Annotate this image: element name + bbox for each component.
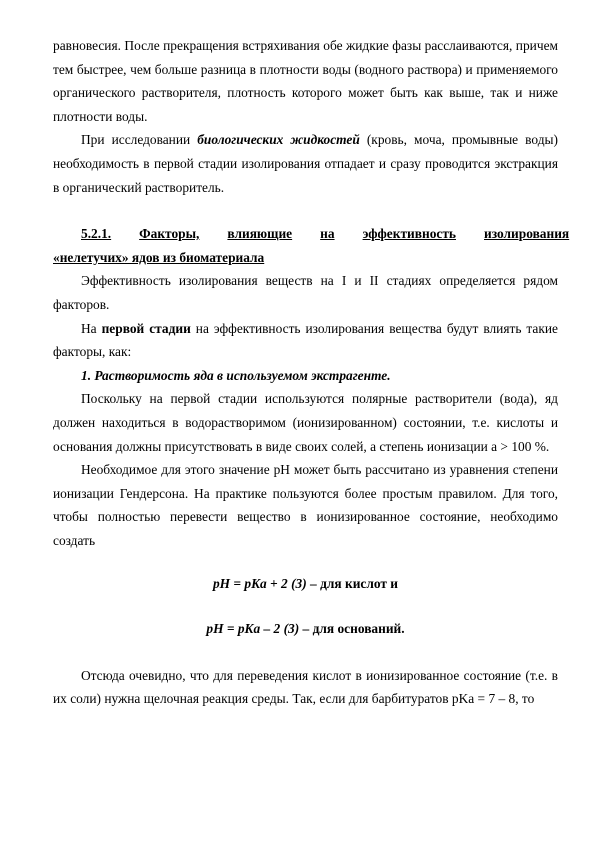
list-item-solubility: 1. Растворимость яда в используемом экстрагенте.: [81, 367, 391, 383]
paragraph-biological-fluids: [53, 128, 558, 199]
emphasis-first-stage: первой стадии: [101, 320, 191, 336]
paragraph-equilibrium: равновесия. После прекращения встряхивания обе жидкие фазы расслаиваются, причем тем быстрее, чем больше разница в плотности воды (водного раствора) и применяемого органического растворителя, плотность которого может быть как выше, так и ниже плотности воды.: [53, 38, 558, 124]
text-span: на эффективность изолирования вещества будут влиять такие факторы, как:: [53, 320, 558, 360]
section-heading: [53, 222, 570, 269]
paragraph-ph-value: Необходимое для этого значение pH может быть рассчитано из уравнения степени ионизации Гендерсона. На практике пользуются более простым правилом. Для того, чтобы полностью перевести вещество в ионизированное состояние, необходимо создать: [53, 462, 558, 548]
document-page: [53, 34, 570, 711]
heading-word: эффективность: [362, 226, 456, 242]
formula-text: – для кислот и: [306, 576, 399, 592]
formula-bases: [53, 617, 558, 641]
paragraph-conclusion: Отсюда очевидно, что для переведения кислот в ионизированное состояние (т.е. в их соли) нужна щелочная реакция среды. Так, если для барбитуратов pKa = 7 – 8, то: [53, 667, 558, 707]
section-heading-line1: [53, 222, 570, 246]
formula-acids: [53, 572, 558, 596]
heading-word: влияющие: [227, 226, 293, 242]
heading-word: изолирования: [484, 226, 570, 242]
formula-text: – для оснований.: [299, 621, 405, 637]
paragraph-polar-solvents: Поскольку на первой стадии используются полярные растворители (вода), яд должен находиться в водорастворимом (ионизированном) состоянии, т.е. кислоты и основания должны присутствовать в виде своих солей, а степень ионизации a > 100 %.: [53, 391, 558, 454]
formula-expression: pH = pKa – 2 (3): [206, 621, 300, 637]
text-span: На: [81, 320, 102, 336]
heading-word: на: [320, 226, 335, 242]
formula-expression: pH = pKa + 2 (3): [212, 576, 307, 592]
paragraph-first-stage: [53, 317, 558, 364]
heading-word: 5.2.1.: [81, 226, 112, 242]
section-heading-line2: «нелетучих» ядов из биоматериала: [53, 249, 265, 265]
emphasis-biological-fluids: биологических жидкостей: [197, 132, 360, 148]
heading-word: Факторы,: [139, 226, 200, 242]
text-span: (кровь, моча, промывные воды) необходимость в первой стадии изолирования отпадает и сразу проводится экстракция в органический растворитель.: [53, 132, 558, 195]
text-span: При исследовании: [81, 132, 198, 148]
paragraph-efficiency: Эффективность изолирования веществ на I и II стадиях определяется рядом факторов.: [53, 273, 558, 312]
